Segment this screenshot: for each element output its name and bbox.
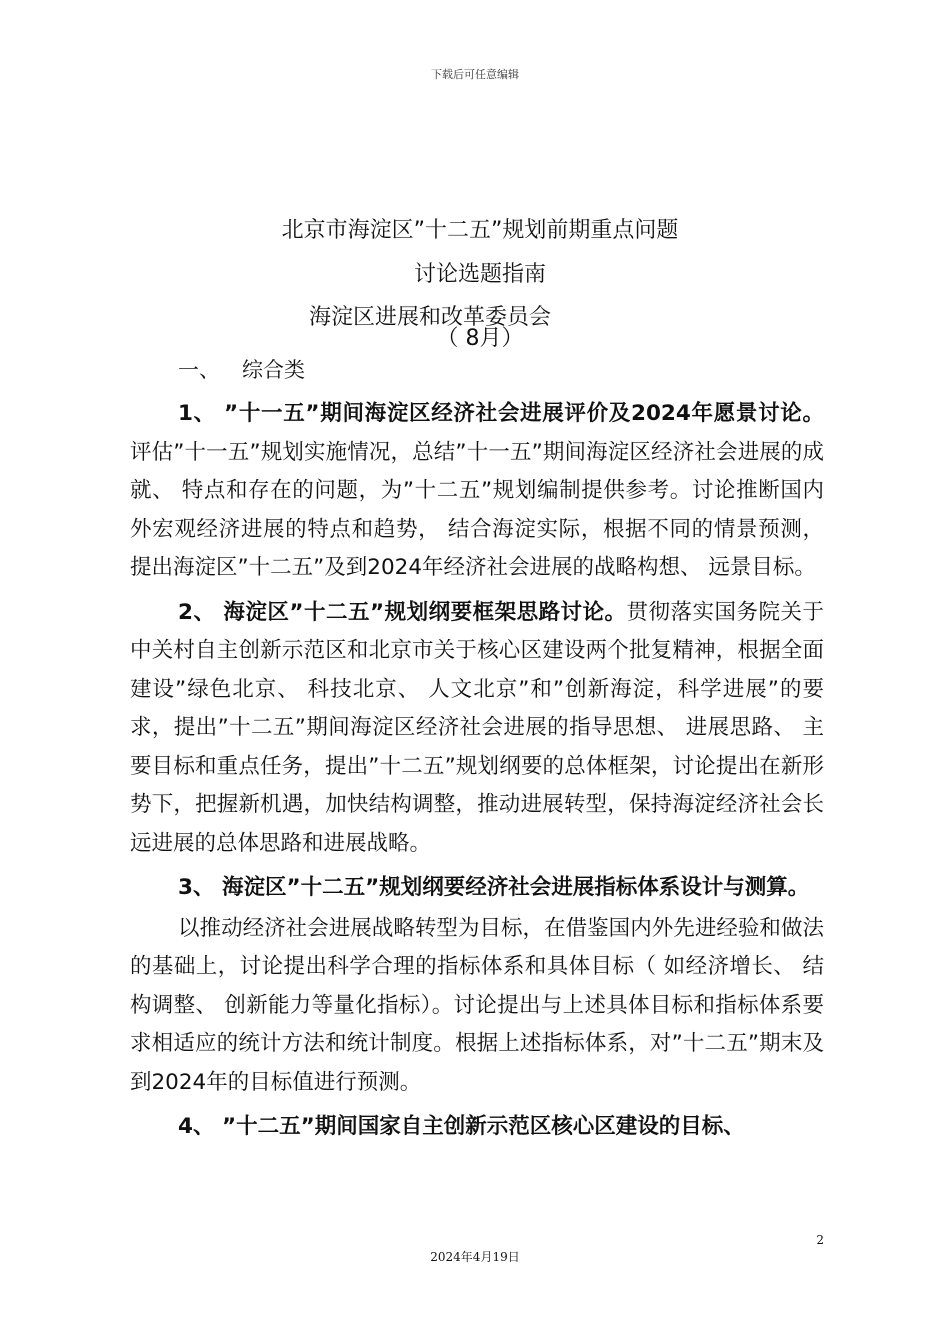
title-line-4: （ 8月）	[436, 326, 524, 351]
page-number: 2	[816, 1233, 824, 1247]
section-number: 一、	[178, 358, 220, 382]
title-line-3: 海淀区进展和改革委员会	[308, 305, 551, 330]
title-line-1: 北京市海淀区”十二五”规划前期重点问题	[281, 218, 679, 243]
item-4-lead: 4、 ”十二五”期间国家自主创新示范区核心区建设的目标、	[178, 1114, 745, 1139]
item-1-paragraph	[130, 395, 824, 588]
item-4-paragraph	[130, 1108, 824, 1147]
item-2-body: 贯彻落实国务院关于中关村自主创新示范区和北京市关于核心区建设两个批复精神，根据全面建设”绿色北京、 科技北京、 人文北京”和”创新海淀，科学进展”的要求，提出”十二五”期间海淀区经济社会进展的指导思想、 进展思路、 主要目标和重点任务，提出”十二五”规划纲要的总体框架，讨论提出在新形势下，把握新机遇，加快结构调整，推动进展转型，保持海淀经济社会长远进展的总体思路和进展战略。	[130, 599, 824, 856]
item-3-lead: 3、 海淀区”十二五”规划纲要经济社会进展指标体系设计与测算。	[178, 875, 810, 900]
item-2-lead: 2、 海淀区”十二五”规划纲要框架思路讨论。	[178, 599, 627, 625]
title-line-2: 讨论选题指南	[413, 262, 546, 287]
item-3-body: 以推动经济社会进展战略转型为目标，在借鉴国内外先进经验和做法的基础上，讨论提出科学合理的指标体系和具体目标（ 如经济增长、 结构调整、 创新能力等量化指标）。讨论提出与上述具体目标和指标体系要求相适应的统计方法和统计制度。根据上述指标体系，对”十二五”期末及到2024年的目标值进行预测。	[130, 915, 824, 1095]
item-1-body: 评估”十一五”规划实施情况，总结”十一五”期间海淀区经济社会进展的成就、 特点和存在的问题，为”十二五”规划编制提供参考。讨论推断国内外宏观经济进展的特点和趋势， 结合海淀实际，根据不同的情景预测，提出海淀区”十二五”及到2024年经济社会进展的战略构想、 远景目标。	[130, 439, 824, 580]
item-3-heading	[130, 869, 824, 908]
item-2-paragraph	[130, 594, 824, 864]
footer-date: 2024年4月19日	[430, 1250, 520, 1264]
section-label: 综合类	[242, 358, 305, 382]
header-note: 下载后可任意编辑	[431, 68, 519, 81]
section-heading	[178, 355, 824, 385]
item-1-lead: 1、 ”十一五”期间海淀区经济社会进展评价及2024年愿景讨论。	[178, 401, 824, 426]
document-body	[130, 355, 824, 1153]
